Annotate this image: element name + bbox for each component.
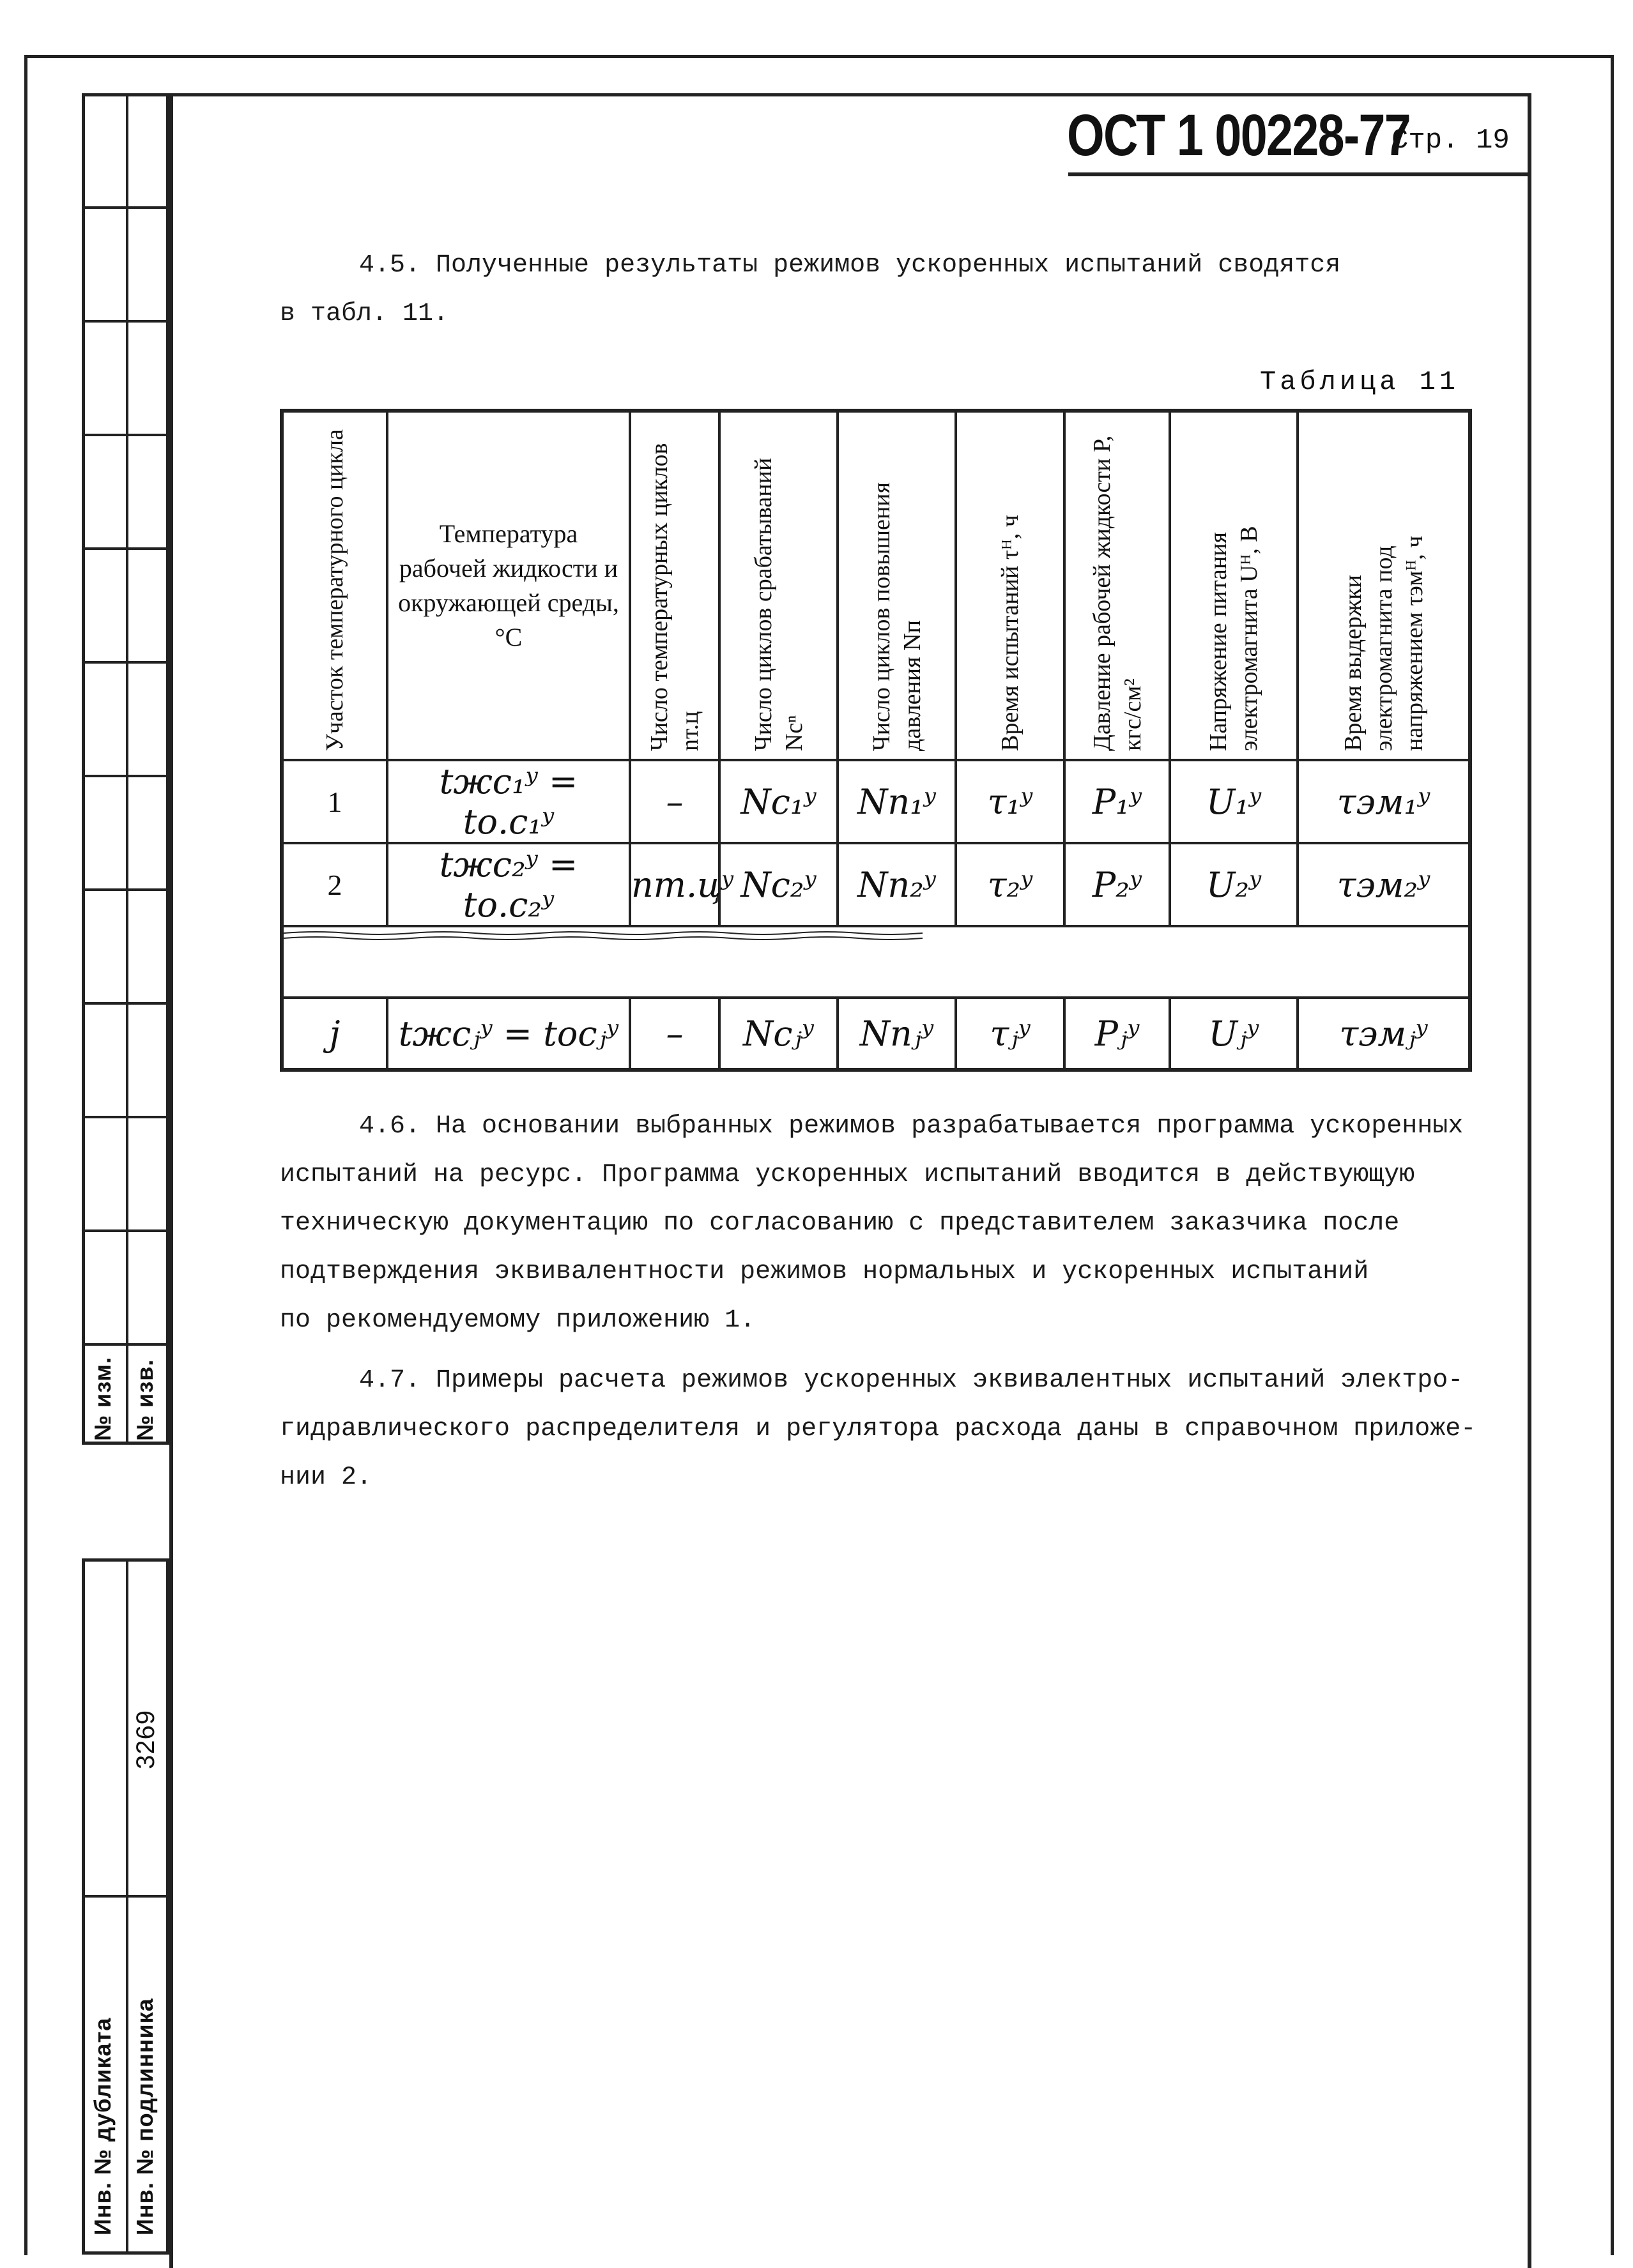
margin-rule bbox=[85, 1116, 166, 1118]
page-number: Стр. 19 bbox=[1392, 125, 1510, 156]
table-cell: nт.цʸ bbox=[630, 843, 719, 926]
margin-rule bbox=[85, 1229, 166, 1232]
header-rule bbox=[1068, 172, 1531, 176]
table-cell: tжсⱼʸ = tосⱼʸ bbox=[387, 998, 630, 1070]
paragraph-4-5 bbox=[280, 241, 1340, 339]
table-header: Температура рабочей жидкости и окружающей среды, °С bbox=[387, 411, 630, 760]
table-header: Число циклов срабатываний Nсⁿ bbox=[719, 411, 838, 760]
table-cell: τ₂ʸ bbox=[956, 843, 1064, 926]
table-cell: j bbox=[282, 998, 387, 1070]
table-row bbox=[282, 760, 1470, 843]
table-cell: tжс₁ʸ = tо.с₁ʸ bbox=[387, 760, 630, 843]
table-header: Число температурных циклов nт.ц bbox=[630, 411, 719, 760]
margin-rule bbox=[85, 434, 166, 436]
margin-rule bbox=[85, 661, 166, 664]
margin-rule bbox=[85, 547, 166, 550]
text-line: гидравлического распределителя и регулятора расхода даны в справочном приложе- bbox=[280, 1415, 1476, 1443]
table-cell: 2 bbox=[282, 843, 387, 926]
table-caption: Таблица 11 bbox=[1260, 367, 1460, 397]
table-row bbox=[282, 998, 1470, 1070]
table-header: Давление рабочей жидкости P, кгс/см² bbox=[1064, 411, 1170, 760]
table-cell: τэм₂ʸ bbox=[1298, 843, 1470, 926]
margin-rule bbox=[85, 1002, 166, 1005]
table-11 bbox=[280, 409, 1472, 1072]
text-line: в табл. 11. bbox=[280, 300, 449, 328]
table-cell: U₂ʸ bbox=[1170, 843, 1298, 926]
table-cell: Nс₂ʸ bbox=[719, 843, 838, 926]
table-cell: – bbox=[630, 760, 719, 843]
table-cell: P₁ʸ bbox=[1064, 760, 1170, 843]
margin-divider bbox=[126, 96, 128, 1442]
table-cell: τэм₁ʸ bbox=[1298, 760, 1470, 843]
margin-grid-top bbox=[82, 93, 169, 1445]
table-cell: tжс₂ʸ = tо.с₂ʸ bbox=[387, 843, 630, 926]
table-cell: τэмⱼʸ bbox=[1298, 998, 1470, 1070]
margin-label-inv-dup: Инв. № дубликата bbox=[89, 2017, 116, 2235]
margin-rule bbox=[85, 1343, 166, 1346]
table-header: Время испытаний τᴴ, ч bbox=[956, 411, 1064, 760]
margin-rule bbox=[85, 888, 166, 891]
text-line: 4.5. Полученные результаты режимов ускоренных испытаний сводятся bbox=[359, 251, 1341, 280]
text-line: по рекомендуемому приложению 1. bbox=[280, 1306, 756, 1335]
table-break-cell bbox=[282, 926, 1470, 998]
paragraph-4-7 bbox=[280, 1357, 1476, 1502]
margin-rule bbox=[85, 775, 166, 777]
table-header: Время выдержки электромагнита под напряжением τэмᴴ, ч bbox=[1298, 411, 1470, 760]
paragraph-4-6 bbox=[280, 1102, 1463, 1345]
table-header: Напряжение питания электромагнита Uᴴ, В bbox=[1170, 411, 1298, 760]
table-cell: Pⱼʸ bbox=[1064, 998, 1170, 1070]
table-cell: Uⱼʸ bbox=[1170, 998, 1298, 1070]
text-line: техническую документацию по согласованию с представителем заказчика после bbox=[280, 1209, 1400, 1238]
margin-label-no-izm: № изм. bbox=[89, 1357, 116, 1441]
table-break-row bbox=[282, 926, 1470, 998]
text-line: 4.7. Примеры расчета режимов ускоренных эквивалентных испытаний электро- bbox=[359, 1366, 1464, 1395]
margin-rule bbox=[85, 320, 166, 323]
table-cell: τ₁ʸ bbox=[956, 760, 1064, 843]
break-wave-line bbox=[284, 929, 923, 942]
table-cell: P₂ʸ bbox=[1064, 843, 1170, 926]
text-line: подтверждения эквивалентности режимов нормальных и ускоренных испытаний bbox=[280, 1258, 1369, 1286]
margin-label-inv-orig: Инв. № подлинника bbox=[132, 1998, 158, 2235]
table-cell: Nсⱼʸ bbox=[719, 998, 838, 1070]
table-cell: Nп₁ʸ bbox=[838, 760, 956, 843]
text-line: нии 2. bbox=[280, 1463, 372, 1492]
table-cell: Nп₂ʸ bbox=[838, 843, 956, 926]
table-cell: – bbox=[630, 998, 719, 1070]
table-row bbox=[282, 843, 1470, 926]
table-header: Участок температурного цикла bbox=[282, 411, 387, 760]
table-cell: Nс₁ʸ bbox=[719, 760, 838, 843]
table-header-row bbox=[282, 411, 1470, 760]
table-header: Число циклов повышения давления Nп bbox=[838, 411, 956, 760]
table-cell: τⱼʸ bbox=[956, 998, 1064, 1070]
margin-number: 3269 bbox=[132, 1710, 160, 1769]
margin-divider bbox=[126, 1562, 128, 2251]
table-cell: 1 bbox=[282, 760, 387, 843]
text-line: испытаний на ресурс. Программа ускоренных испытаний вводится в действующую bbox=[280, 1161, 1415, 1189]
margin-label-no-izv: № изв. bbox=[132, 1359, 158, 1441]
document-code: ОСТ 1 00228-77 bbox=[1067, 103, 1411, 168]
table-cell: Nпⱼʸ bbox=[838, 998, 956, 1070]
table-cell: U₁ʸ bbox=[1170, 760, 1298, 843]
margin-rule bbox=[85, 1895, 166, 1898]
margin-rule bbox=[85, 206, 166, 209]
text-line: 4.6. На основании выбранных режимов разрабатывается программа ускоренных bbox=[359, 1112, 1464, 1141]
